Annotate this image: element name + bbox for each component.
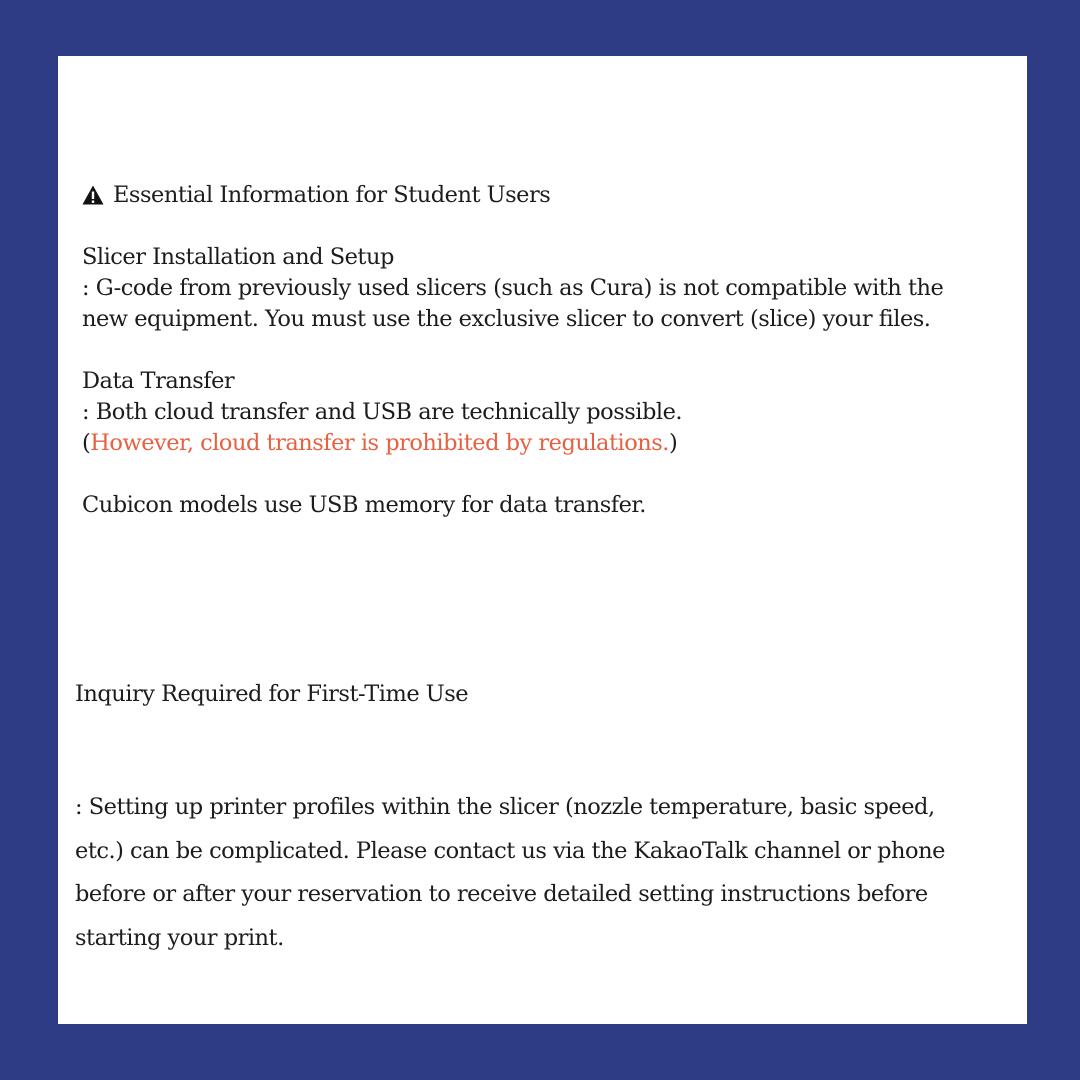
warning-triangle-icon	[82, 185, 104, 205]
transfer-warning-line	[82, 428, 1012, 459]
paren-open: (	[82, 430, 91, 456]
cloud-prohibited-warning: However, cloud transfer is prohibited by regulations.	[90, 430, 669, 456]
inquiry-line: : Setting up printer profiles within the slicer (nozzle temperature, basic speed,	[75, 794, 935, 820]
transfer-title: Data Transfer	[82, 368, 235, 394]
inquiry-line: before or after your reservation to receive detailed setting instructions before	[75, 881, 928, 907]
slicer-title: Slicer Installation and Setup	[82, 244, 394, 270]
transfer-line-1: : Both cloud transfer and USB are technically possible.	[82, 399, 683, 425]
notice-section	[82, 180, 1012, 521]
inquiry-body	[75, 786, 1010, 960]
slicer-line-1: : G-code from previously used slicers (such as Cura) is not compatible with the	[82, 275, 944, 301]
inquiry-line: etc.) can be complicated. Please contact us via the KakaoTalk channel or phone	[75, 837, 945, 864]
notice-card	[58, 56, 1027, 1024]
paren-close: )	[668, 430, 678, 456]
cubicon-note: Cubicon models use USB memory for data transfer.	[82, 492, 646, 518]
slicer-line-2: new equipment. You must use the exclusive slicer to convert (slice) your files.	[82, 306, 931, 332]
inquiry-line: starting your print.	[75, 924, 284, 951]
notice-heading-text: Essential Information for Student Users	[113, 182, 551, 208]
notice-heading	[82, 180, 1012, 211]
inquiry-title: Inquiry Required for First-Time Use	[75, 681, 469, 707]
